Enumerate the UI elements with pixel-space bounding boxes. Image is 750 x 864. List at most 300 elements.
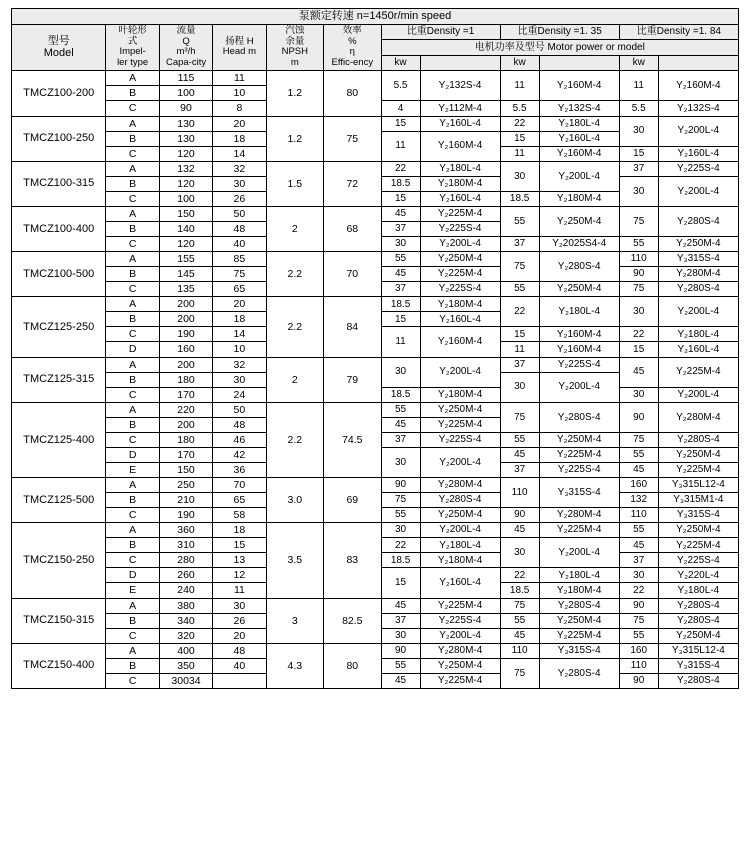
cell-efficiency: 83 [324,523,381,598]
cell-motor-kw-d1: 30 [381,523,420,538]
cell-impeller: A [106,297,159,312]
cell-motor-model-d135: Y₂180M-4 [539,191,619,206]
cell-impeller: C [106,101,159,116]
cell-efficiency: 75 [324,116,381,161]
cell-motor-model-d135: Y₃315S-4 [539,478,619,508]
cell-efficiency: 68 [324,206,381,251]
cell-motor-model-d184: Y₂280S-4 [658,432,738,447]
cell-head: 58 [213,508,266,523]
cell-npsh: 2 [266,206,323,251]
cell-motor-model-d184: Y₃315S-4 [658,658,738,673]
cell-flow: 150 [159,206,212,221]
cell-motor-kw-d184: 110 [619,252,658,267]
cell-motor-model-d184: Y₃315L12-4 [658,643,738,658]
cell-motor-model-d1: Y₂280M-4 [420,643,500,658]
cell-head: 14 [213,327,266,342]
cell-head: 18 [213,131,266,146]
cell-motor-model-d184: Y₃315L12-4 [658,478,738,493]
cell-motor-model-d184: Y₂200L-4 [658,116,738,146]
cell-flow: 100 [159,191,212,206]
cell-flow: 30034 [159,673,212,688]
cell-motor-kw-d1: 18.5 [381,176,420,191]
table-row [12,402,739,417]
cell-motor-kw-d135: 45 [500,523,539,538]
cell-efficiency: 80 [324,71,381,116]
cell-motor-model-d135: Y₂250M-4 [539,432,619,447]
cell-model: TMCZ125-500 [12,478,106,523]
cell-impeller: B [106,176,159,191]
header-efficiency [324,24,381,71]
cell-head: 8 [213,101,266,116]
cell-flow: 135 [159,282,212,297]
table-row [12,478,739,493]
cell-motor-model-d184: Y₂280S-4 [658,613,738,628]
cell-motor-kw-d135: 18.5 [500,191,539,206]
cell-motor-model-d135: Y₂225S-4 [539,462,619,477]
cell-motor-model-d1: Y₂225M-4 [420,267,500,282]
table-row [12,357,739,372]
header-kw-3: kw [619,55,658,71]
cell-motor-kw-d1: 18.5 [381,553,420,568]
cell-motor-kw-d135: 45 [500,628,539,643]
cell-motor-model-d184: Y₂225S-4 [658,553,738,568]
cell-impeller: E [106,583,159,598]
cell-npsh: 3.5 [266,523,323,598]
table-row [12,297,739,312]
cell-motor-model-d184: Y₂250M-4 [658,447,738,462]
cell-flow: 160 [159,342,212,357]
cell-motor-model-d1: Y₂200L-4 [420,628,500,643]
cell-impeller: C [106,673,159,688]
cell-efficiency: 70 [324,252,381,297]
cell-motor-model-d184: Y₂225M-4 [658,462,738,477]
header-impeller-line4: ler type [117,57,149,69]
cell-motor-kw-d135: 37 [500,357,539,372]
cell-motor-model-d1: Y₂225S-4 [420,613,500,628]
cell-efficiency: 82.5 [324,598,381,643]
cell-motor-kw-d184: 55 [619,628,658,643]
cell-flow: 200 [159,357,212,372]
cell-head: 26 [213,191,266,206]
cell-motor-model-d135: Y₂180M-4 [539,583,619,598]
cell-motor-model-d135: Y₂250M-4 [539,613,619,628]
cell-motor-model-d1: Y₂160L-4 [420,191,500,206]
cell-motor-kw-d1: 5.5 [381,71,420,101]
cell-npsh: 1.5 [266,161,323,206]
cell-motor-kw-d184: 90 [619,267,658,282]
cell-impeller: C [106,387,159,402]
cell-impeller: C [106,146,159,161]
header-impeller [106,24,159,71]
cell-impeller: D [106,447,159,462]
header-row-1 [12,24,739,40]
cell-flow: 400 [159,643,212,658]
cell-motor-model-d135: Y₂280S-4 [539,252,619,282]
cell-motor-kw-d135: 45 [500,447,539,462]
cell-motor-kw-d184: 90 [619,673,658,688]
cell-efficiency: 72 [324,161,381,206]
cell-flow: 130 [159,116,212,131]
header-head [213,24,266,71]
cell-motor-kw-d1: 55 [381,402,420,417]
cell-motor-model-d135: Y₂180L-4 [539,297,619,327]
cell-impeller: A [106,357,159,372]
cell-motor-kw-d1: 11 [381,131,420,161]
cell-motor-kw-d1: 45 [381,206,420,221]
cell-motor-model-d184: Y₃315S-4 [658,252,738,267]
table-body [12,71,739,689]
cell-motor-kw-d135: 55 [500,206,539,236]
cell-motor-kw-d135: 75 [500,658,539,688]
header-flow-line2: Q [182,35,190,47]
cell-motor-kw-d135: 55 [500,282,539,297]
cell-model: TMCZ125-315 [12,357,106,402]
cell-motor-model-d1: Y₂180L-4 [420,538,500,553]
cell-impeller: A [106,643,159,658]
cell-motor-kw-d1: 55 [381,508,420,523]
cell-motor-model-d135: Y₂250M-4 [539,206,619,236]
cell-efficiency: 80 [324,643,381,688]
cell-motor-kw-d184: 30 [619,116,658,146]
cell-head: 32 [213,357,266,372]
cell-npsh: 4.3 [266,643,323,688]
cell-motor-kw-d1: 30 [381,357,420,387]
cell-motor-kw-d135: 22 [500,568,539,583]
cell-flow: 100 [159,86,212,101]
cell-flow: 170 [159,447,212,462]
cell-motor-model-d135: Y₂160L-4 [539,131,619,146]
cell-motor-kw-d135: 37 [500,462,539,477]
cell-head: 18 [213,312,266,327]
cell-motor-kw-d135: 90 [500,508,539,523]
cell-impeller: A [106,161,159,176]
cell-motor-kw-d184: 132 [619,493,658,508]
cell-flow: 260 [159,568,212,583]
cell-motor-model-d1: Y₂180M-4 [420,176,500,191]
cell-motor-model-d184: Y₂160L-4 [658,342,738,357]
cell-impeller: A [106,478,159,493]
header-npsh-line1: 汽蚀 [285,24,305,36]
cell-impeller: A [106,206,159,221]
cell-motor-model-d184: Y₂250M-4 [658,628,738,643]
cell-head: 85 [213,252,266,267]
cell-motor-model-d1: Y₂250M-4 [420,658,500,673]
cell-motor-model-d1: Y₂250M-4 [420,508,500,523]
cell-motor-kw-d184: 22 [619,327,658,342]
cell-impeller: B [106,417,159,432]
header-model-2 [539,55,619,71]
cell-motor-kw-d1: 30 [381,447,420,477]
cell-motor-model-d135: Y₂180L-4 [539,568,619,583]
header-npsh-line4: m [290,57,299,69]
cell-head: 48 [213,643,266,658]
cell-motor-model-d135: Y₂200L-4 [539,372,619,402]
cell-motor-kw-d1: 37 [381,282,420,297]
title-row [12,9,739,25]
cell-motor-model-d184: Y₂220L-4 [658,568,738,583]
cell-motor-model-d1: Y₂180M-4 [420,553,500,568]
table-row [12,252,739,267]
cell-head: 30 [213,598,266,613]
cell-motor-model-d1: Y₂180M-4 [420,297,500,312]
cell-motor-model-d135: Y₂180L-4 [539,116,619,131]
cell-flow: 240 [159,583,212,598]
header-npsh-line2: 余量 [285,35,305,47]
cell-head: 40 [213,237,266,252]
cell-head: 20 [213,116,266,131]
table-row [12,643,739,658]
cell-motor-kw-d184: 30 [619,176,658,206]
cell-head: 18 [213,523,266,538]
cell-motor-model-d1: Y₂180M-4 [420,387,500,402]
cell-model: TMCZ125-400 [12,402,106,477]
cell-flow: 130 [159,131,212,146]
cell-head: 15 [213,538,266,553]
cell-motor-kw-d135: 110 [500,478,539,508]
header-impeller-line2: 式 [127,35,138,47]
cell-flow: 200 [159,417,212,432]
cell-model: TMCZ100-250 [12,116,106,161]
cell-motor-kw-d135: 18.5 [500,583,539,598]
cell-flow: 380 [159,598,212,613]
cell-model: TMCZ100-200 [12,71,106,116]
header-motor: 电机功率及型号 Motor power or model [381,40,738,56]
cell-npsh: 1.2 [266,71,323,116]
header-eff-line3: η [349,46,355,58]
cell-motor-kw-d1: 45 [381,673,420,688]
header-npsh [266,24,323,71]
cell-impeller: C [106,553,159,568]
cell-motor-kw-d184: 45 [619,462,658,477]
header-flow [159,24,212,71]
cell-impeller: A [106,402,159,417]
cell-head: 30 [213,372,266,387]
cell-motor-kw-d135: 30 [500,161,539,191]
header-head-line1: 扬程 H [225,35,254,47]
header-impeller-line3: Impel- [119,46,146,58]
cell-head [213,673,266,688]
header-npsh-line3: NPSH [281,46,309,58]
cell-flow: 90 [159,101,212,116]
cell-motor-kw-d184: 75 [619,206,658,236]
cell-flow: 170 [159,387,212,402]
cell-motor-model-d1: Y₂160M-4 [420,131,500,161]
cell-motor-model-d135: Y₂160M-4 [539,146,619,161]
cell-motor-model-d135: Y₂280M-4 [539,508,619,523]
cell-head: 48 [213,417,266,432]
cell-impeller: A [106,598,159,613]
cell-motor-kw-d184: 90 [619,598,658,613]
cell-npsh: 2.2 [266,297,323,357]
cell-motor-kw-d135: 15 [500,327,539,342]
cell-flow: 120 [159,237,212,252]
cell-motor-model-d1: Y₂225M-4 [420,417,500,432]
cell-flow: 150 [159,462,212,477]
cell-motor-model-d184: Y₂225S-4 [658,161,738,176]
cell-impeller: C [106,282,159,297]
cell-flow: 180 [159,432,212,447]
cell-impeller: A [106,252,159,267]
cell-motor-kw-d1: 15 [381,568,420,598]
cell-motor-kw-d1: 45 [381,598,420,613]
cell-motor-kw-d184: 5.5 [619,101,658,116]
cell-motor-model-d1: Y₂225M-4 [420,598,500,613]
cell-motor-model-d184: Y₂180L-4 [658,583,738,598]
cell-flow: 200 [159,297,212,312]
cell-motor-kw-d135: 11 [500,71,539,101]
table-row [12,71,739,86]
cell-motor-model-d135: Y₂160M-4 [539,71,619,101]
cell-motor-kw-d1: 45 [381,417,420,432]
cell-motor-kw-d135: 110 [500,643,539,658]
cell-motor-model-d135: Y₂200L-4 [539,538,619,568]
cell-motor-model-d1: Y₂225S-4 [420,432,500,447]
cell-motor-kw-d1: 4 [381,101,420,116]
cell-motor-kw-d184: 37 [619,553,658,568]
cell-motor-kw-d1: 22 [381,538,420,553]
header-kw-1: kw [381,55,420,71]
header-density-1: 比重Density =1 [381,24,500,40]
cell-motor-model-d184: Y₂280M-4 [658,267,738,282]
cell-motor-kw-d184: 75 [619,432,658,447]
cell-flow: 340 [159,613,212,628]
cell-impeller: C [106,237,159,252]
cell-motor-kw-d135: 11 [500,342,539,357]
cell-motor-kw-d184: 45 [619,357,658,387]
cell-motor-kw-d1: 11 [381,327,420,357]
cell-motor-kw-d1: 90 [381,478,420,493]
cell-motor-kw-d1: 15 [381,116,420,131]
cell-motor-kw-d135: 75 [500,252,539,282]
cell-model: TMCZ125-250 [12,297,106,357]
cell-motor-model-d184: Y₂280M-4 [658,402,738,432]
table-head [12,9,739,71]
cell-motor-kw-d184: 160 [619,478,658,493]
cell-motor-kw-d1: 37 [381,221,420,236]
cell-motor-kw-d135: 55 [500,432,539,447]
cell-motor-kw-d184: 55 [619,523,658,538]
cell-head: 65 [213,282,266,297]
cell-head: 30 [213,176,266,191]
cell-impeller: B [106,613,159,628]
cell-motor-model-d135: Y₂225S-4 [539,357,619,372]
cell-head: 50 [213,206,266,221]
cell-motor-model-d135: Y₂200L-4 [539,161,619,191]
cell-efficiency: 79 [324,357,381,402]
cell-motor-kw-d184: 15 [619,146,658,161]
header-eff-line2: % [348,35,357,47]
cell-motor-kw-d1: 90 [381,643,420,658]
cell-motor-kw-d184: 37 [619,161,658,176]
cell-motor-kw-d135: 22 [500,297,539,327]
cell-motor-kw-d1: 37 [381,432,420,447]
table-row [12,523,739,538]
cell-motor-kw-d1: 15 [381,191,420,206]
cell-motor-kw-d184: 75 [619,282,658,297]
cell-head: 50 [213,402,266,417]
cell-npsh: 3.0 [266,478,323,523]
cell-motor-kw-d1: 22 [381,161,420,176]
cell-motor-kw-d184: 45 [619,538,658,553]
cell-flow: 310 [159,538,212,553]
table-row [12,116,739,131]
cell-head: 40 [213,658,266,673]
table-row [12,206,739,221]
cell-flow: 320 [159,628,212,643]
cell-flow: 132 [159,161,212,176]
cell-flow: 190 [159,327,212,342]
header-head-line2: Head m [222,46,257,58]
cell-flow: 115 [159,71,212,86]
cell-motor-model-d184: Y₂280S-4 [658,673,738,688]
cell-motor-model-d135: Y₂225M-4 [539,628,619,643]
cell-motor-kw-d135: 75 [500,598,539,613]
cell-motor-kw-d1: 55 [381,658,420,673]
cell-motor-model-d184: Y₂225M-4 [658,357,738,387]
cell-npsh: 3 [266,598,323,643]
cell-motor-model-d184: Y₂200L-4 [658,387,738,402]
cell-flow: 120 [159,176,212,191]
cell-impeller: B [106,86,159,101]
pump-spec-table [11,8,739,689]
cell-flow: 120 [159,146,212,161]
cell-flow: 280 [159,553,212,568]
cell-impeller: E [106,462,159,477]
cell-motor-model-d1: Y₂160L-4 [420,116,500,131]
cell-head: 11 [213,71,266,86]
cell-motor-model-d135: Y₂280S-4 [539,402,619,432]
cell-motor-kw-d184: 30 [619,387,658,402]
table-row [12,598,739,613]
cell-head: 20 [213,628,266,643]
cell-model: TMCZ150-315 [12,598,106,643]
cell-motor-model-d1: Y₂180L-4 [420,161,500,176]
cell-motor-model-d1: Y₂200L-4 [420,237,500,252]
cell-motor-model-d184: Y₂160M-4 [658,71,738,101]
cell-motor-kw-d1: 18.5 [381,297,420,312]
header-density-184: 比重Density =1. 84 [619,24,738,40]
header-kw-2: kw [500,55,539,71]
cell-motor-kw-d1: 30 [381,237,420,252]
cell-head: 75 [213,267,266,282]
cell-impeller: C [106,628,159,643]
cell-model: TMCZ100-400 [12,206,106,251]
cell-flow: 190 [159,508,212,523]
header-flow-line1: 流量 [176,24,196,36]
cell-motor-kw-d135: 15 [500,131,539,146]
cell-efficiency: 84 [324,297,381,357]
cell-head: 14 [213,146,266,161]
cell-motor-model-d1: Y₂112M-4 [420,101,500,116]
cell-motor-model-d184: Y₃315S-4 [658,508,738,523]
cell-head: 11 [213,583,266,598]
cell-model: TMCZ150-400 [12,643,106,688]
cell-model: TMCZ100-315 [12,161,106,206]
cell-motor-kw-d1: 37 [381,613,420,628]
cell-impeller: B [106,658,159,673]
cell-motor-kw-d135: 55 [500,613,539,628]
cell-efficiency: 74.5 [324,402,381,477]
cell-motor-kw-d135: 75 [500,402,539,432]
cell-motor-kw-d184: 75 [619,613,658,628]
cell-motor-model-d1: Y₂250M-4 [420,252,500,267]
cell-motor-kw-d1: 15 [381,312,420,327]
cell-head: 12 [213,568,266,583]
cell-head: 13 [213,553,266,568]
cell-motor-model-d1: Y₂200L-4 [420,447,500,477]
cell-motor-kw-d135: 30 [500,372,539,402]
cell-motor-kw-d184: 55 [619,447,658,462]
